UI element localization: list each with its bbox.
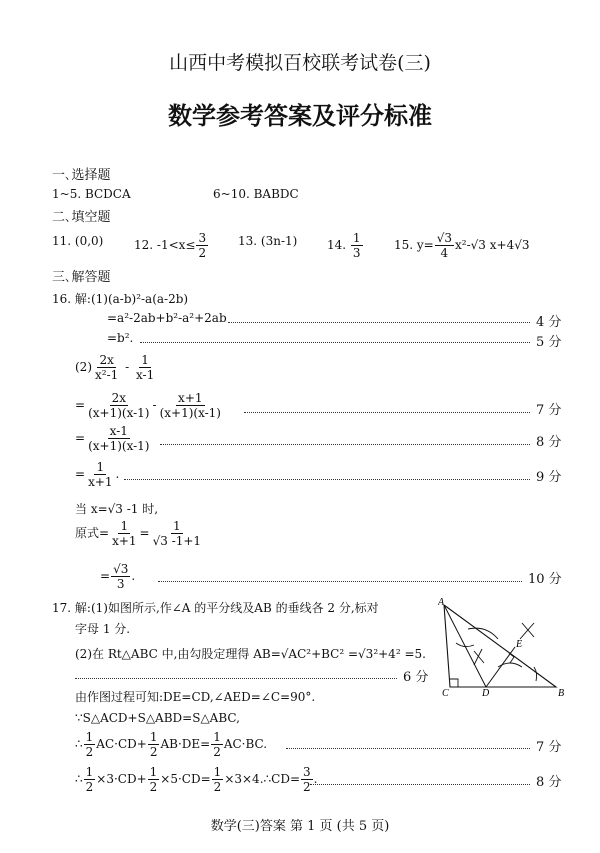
fill-q15: 15. y= $\frac{√3}{4}$ x²-√3 x+4√3 xyxy=(394,231,530,260)
fraction: $\frac{2x}{\text{x²-1}}$ xyxy=(95,353,119,382)
fraction: $\frac{1}{x-1}$ xyxy=(136,353,155,382)
vertex-label-a: A xyxy=(438,597,445,608)
dot-leader xyxy=(75,678,397,679)
fraction: $\frac{1}{2}$ xyxy=(213,730,221,759)
dot-leader xyxy=(244,412,530,413)
vertex-label-c: C xyxy=(442,688,449,697)
q17-line4: 由作图过程可知:DE=CD,∠AED=∠C=90°. xyxy=(75,690,316,704)
score-label: 7 分 xyxy=(536,740,562,755)
section2-heading: 二､填空题 xyxy=(52,210,111,225)
score-label: 5 分 xyxy=(536,335,562,350)
fraction: $\frac{3}{2}$ xyxy=(198,231,207,260)
dot-leader xyxy=(286,748,530,749)
vertex-label-d: D xyxy=(482,688,490,697)
q16-line3: =b². xyxy=(107,331,134,345)
triangle-construction-figure xyxy=(438,597,568,697)
q16-line8: 当 x=√3 -1 时, xyxy=(75,502,159,516)
fraction: $\frac{1}{2}$ xyxy=(213,765,222,794)
q16-line9: 原式= $\frac{1}{x+1}$ = $\frac{1}{√3 -1+1}$ xyxy=(75,519,202,548)
fill-q14: 14. $\frac{1}{3}$ xyxy=(327,231,361,260)
fraction: $\frac{1}{√3 -1+1}$ xyxy=(152,519,202,548)
fill-q13: 13. (3n-1) xyxy=(238,234,298,248)
q17-line7: ∴ $\frac{1}{2}$ ×3·CD+ $\frac{1}{2}$ ×5·CD= $\frac{1}{2}$ ×3×4.∴CD= $\frac{3}{2}$ . xyxy=(75,765,318,794)
fraction: $\frac{1}{2}$ xyxy=(85,730,94,759)
dot-leader xyxy=(124,479,530,480)
q17-line1: 17. 解:(1)如图所示,作∠A 的平分线及AB 的垂线各 2 分,标对 xyxy=(52,601,379,615)
q16-line4: (2) $\frac{2x}{\text{x²-1}}$ - $\frac{1}{x-1}$ xyxy=(75,353,155,382)
q17-line2: 字母 1 分. xyxy=(75,622,131,636)
fraction: $\frac{3}{2}$ xyxy=(303,765,311,794)
exam-title: 山西中考模拟百校联考试卷(三) xyxy=(169,52,431,74)
fraction: $\frac{1}{2}$ xyxy=(149,730,158,759)
score-label: 10 分 xyxy=(528,572,562,587)
q17-line3: (2)在 Rt△ABC 中,由勾股定理得 AB=√AC²+BC² =√3²+4² =5. xyxy=(75,647,426,661)
score-label: 4 分 xyxy=(536,315,562,330)
fraction: $\frac{√3}{4}$ xyxy=(436,231,453,260)
vertex-label-e: E xyxy=(516,639,523,650)
q17-line6: ∴ $\frac{1}{2}$ AC·CD+ $\frac{1}{2}$ AB·DE= $\frac{1}{2}$ AC·BC. xyxy=(75,730,268,759)
q16-line10: = $\frac{√3}{3}$ . xyxy=(100,562,136,591)
dot-leader xyxy=(158,581,522,582)
q16-line1: 16. 解:(1)(a-b)²-a(a-2b) xyxy=(52,292,189,306)
section3-heading: 三､解答题 xyxy=(52,270,111,285)
q16-line6: = $\frac{x-1}{(x+1)(x-1)}$ xyxy=(75,424,150,453)
score-label: 8 分 xyxy=(536,775,562,790)
fraction: $\frac{1}{x+1}$ xyxy=(88,460,113,489)
q16-line5: = $\frac{2x}{(x+1)(x-1)}$ - $\frac{x+1}{(x+1)(x-1)}$ xyxy=(75,391,221,420)
fraction: $\frac{x-1}{(x+1)(x-1)}$ xyxy=(88,424,150,453)
fraction: $\frac{1}{x+1}$ xyxy=(112,519,137,548)
q17-line5: ∵S△ACD+S△ABD=S△ABC, xyxy=(75,711,240,725)
dot-leader xyxy=(228,322,530,323)
choice-answers-1-5: 1~5. BCDCA xyxy=(52,187,131,201)
section1-heading: 一､选择题 xyxy=(52,168,111,183)
fraction: $\frac{2x}{(x+1)(x-1)}$ xyxy=(88,391,150,420)
fill-q12: 12. -1<x≤ $\frac{3}{2}$ xyxy=(134,231,207,260)
score-label: 9 分 xyxy=(536,470,562,485)
score-label: 7 分 xyxy=(536,403,562,418)
dot-leader xyxy=(140,342,530,343)
page-footer: 数学(三)答案 第 1 页 (共 5 页) xyxy=(210,819,390,834)
dot-leader xyxy=(310,784,530,785)
dot-leader xyxy=(160,444,530,445)
score-label: 8 分 xyxy=(536,435,562,450)
main-title: 数学参考答案及评分标准 xyxy=(168,102,432,130)
fraction: $\frac{1}{3}$ xyxy=(352,231,361,260)
q16-line7: = $\frac{1}{x+1}$ . xyxy=(75,460,120,489)
fraction: $\frac{1}{2}$ xyxy=(149,765,158,794)
choice-answers-6-10: 6~10. BABDC xyxy=(213,187,299,201)
score-label: 6 分 xyxy=(403,670,429,685)
fraction: $\frac{x+1}{(x+1)(x-1)}$ xyxy=(159,391,221,420)
vertex-label-b: B xyxy=(558,688,565,697)
fill-q11: 11. (0,0) xyxy=(52,234,104,248)
fraction: $\frac{√3}{3}$ xyxy=(113,562,129,591)
fraction: $\frac{1}{2}$ xyxy=(85,765,94,794)
q16-line2: =a²-2ab+b²-a²+2ab xyxy=(107,311,227,325)
